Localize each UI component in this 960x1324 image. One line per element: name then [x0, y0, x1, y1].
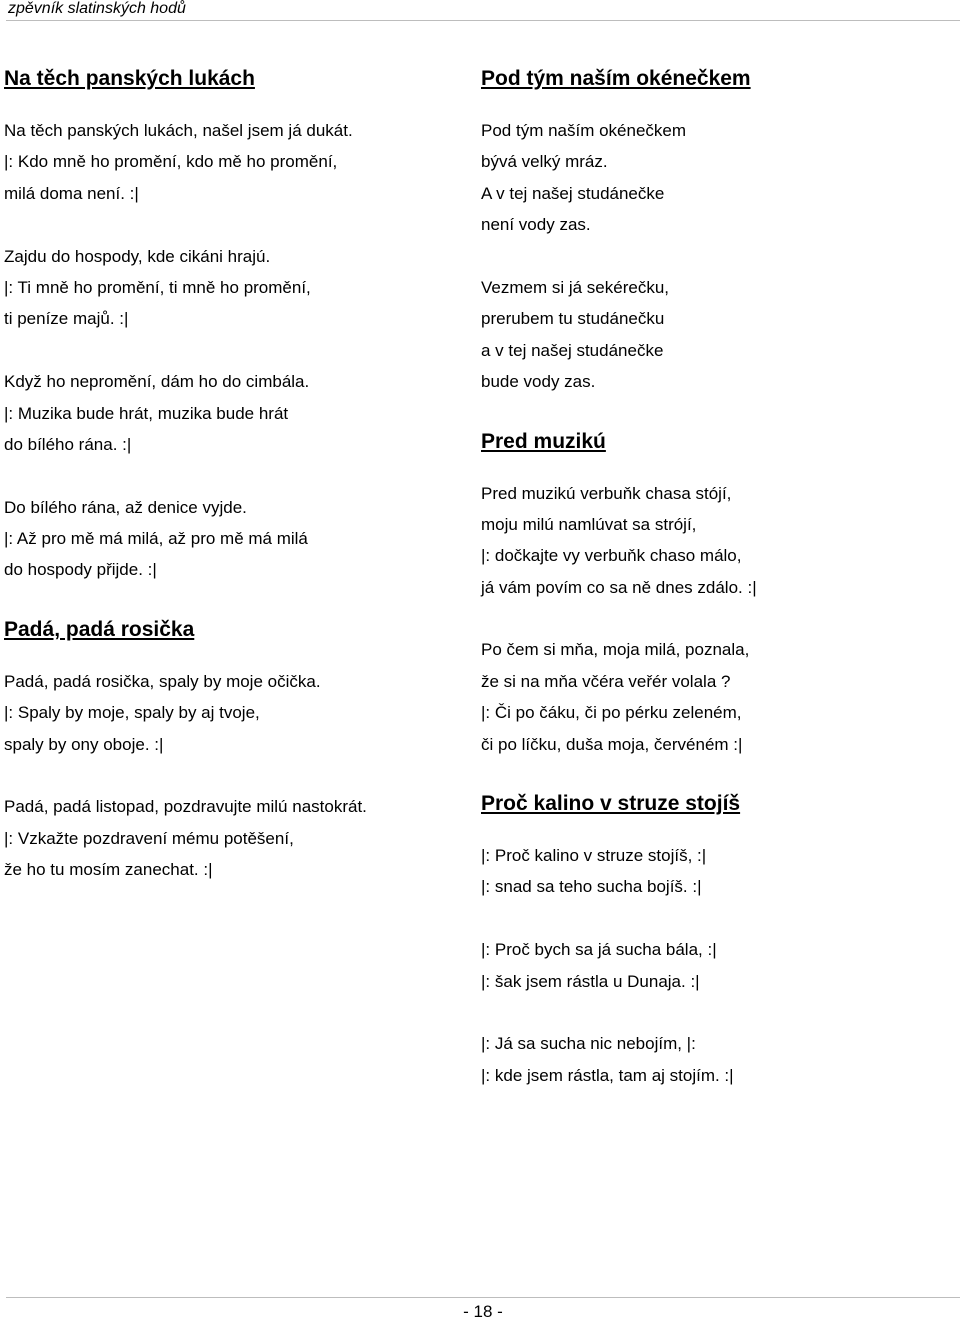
- lyric-line: |: snad sa teho sucha bojíš. :|: [481, 877, 702, 897]
- lyric-line: bývá velký mráz.: [481, 152, 608, 172]
- stanza: [481, 1028, 951, 1091]
- lyric-line: do hospody přijde. :|: [4, 560, 157, 580]
- lyric-line: Pred muzikú verbuňk chasa stójí,: [481, 483, 732, 503]
- lyric-line: spaly by ony oboje. :|: [4, 734, 164, 754]
- lyric-line: či po líčku, duša moja, červéném :|: [481, 734, 743, 754]
- lyric-line: Vezmem si já sekérečku,: [481, 277, 670, 297]
- lyric-line: Po čem si mňa, moja milá, poznala,: [481, 640, 750, 660]
- lyric-line: Pod tým naším okénečkem: [481, 121, 687, 140]
- stanza: [4, 666, 474, 760]
- page-header: [6, 0, 960, 21]
- stanza: [4, 791, 474, 885]
- lyric-line: |: Kdo mně ho promění, kdo mě ho promění,: [4, 152, 338, 172]
- lyric-line: |: Proč kalino v struze stojíš, :|: [481, 846, 707, 866]
- lyric-line: moju milú namlúvat sa strójí,: [481, 514, 697, 534]
- lyric-line: |: Proč bych sa já sucha bála, :|: [481, 940, 717, 960]
- lyric-line: |: dočkajte vy verbuňk chaso málo,: [481, 546, 742, 566]
- lyric-line: Na těch panských lukách, našel jsem já dukát.: [4, 121, 353, 140]
- stanza: [481, 115, 951, 241]
- stanza: [4, 115, 474, 209]
- stanza: [4, 366, 474, 460]
- lyric-line: |: Já sa sucha nic nebojím, |:: [481, 1034, 696, 1054]
- song-title-pada-pada-rosicka: Padá, padá rosička: [4, 617, 195, 641]
- lyric-line: |: kde jsem rástla, tam aj stojím. :|: [481, 1065, 734, 1085]
- lyric-line: že ho tu mosím zanechat. :|: [4, 860, 213, 880]
- song-title-na-tech-panskych-lukach: Na těch panských lukách: [4, 67, 255, 90]
- song-title-pred-muziku: Pred muzikú: [481, 429, 606, 453]
- lyric-line: |: Vzkažte pozdravení mému potěšení,: [4, 828, 294, 848]
- lyric-line: není vody zas.: [481, 215, 591, 235]
- lyric-line: a v tej našej studánečke: [481, 340, 664, 360]
- lyric-line: |: Až pro mě má milá, až pro mě má milá: [4, 529, 308, 549]
- lyric-line: ti peníze majů. :|: [4, 309, 129, 329]
- lyric-line: |: Spaly by moje, spaly by aj tvoje,: [4, 703, 260, 723]
- stanza: [481, 478, 951, 604]
- song-title-pod-tym-nasim-okenecskem: Pod tým naším okénečkem: [481, 67, 751, 90]
- page-footer: [6, 1297, 960, 1324]
- lyric-line: prerubem tu studánečku: [481, 309, 665, 329]
- lyric-line: |: Či po čáku, či po pérku zeleném,: [481, 703, 742, 723]
- lyric-line: |: šak jsem rástla u Dunaja. :|: [481, 971, 700, 991]
- lyric-line: že si na mňa včéra veřér volala ?: [481, 671, 731, 691]
- stanza: [481, 272, 951, 398]
- stanza: [481, 634, 951, 760]
- stanza: [481, 840, 951, 903]
- right-column: [481, 63, 951, 1091]
- page-number: - 18 -: [463, 1302, 503, 1321]
- left-column: [4, 63, 474, 886]
- lyric-line: bude vody zas.: [481, 372, 596, 392]
- lyric-line: Do bílého rána, až denice vyjde.: [4, 497, 247, 517]
- lyric-line: Zajdu do hospody, kde cikáni hrajú.: [4, 246, 271, 266]
- lyric-line: do bílého rána. :|: [4, 434, 132, 454]
- song-title-proc-kalino-v-struze-stojis: Proč kalino v struze stojíš: [481, 792, 741, 816]
- lyric-line: milá doma není. :|: [4, 183, 139, 203]
- stanza: [4, 492, 474, 586]
- lyric-line: já vám povím co sa ně dnes zdálo. :|: [481, 577, 757, 597]
- stanza: [4, 241, 474, 335]
- lyric-line: Padá, padá listopad, pozdravujte milú nastokrát.: [4, 797, 367, 817]
- lyric-line: Padá, padá rosička, spaly by moje očička.: [4, 671, 321, 691]
- lyric-line: Když ho nepromění, dám ho do cimbála.: [4, 372, 310, 392]
- lyric-line: |: Ti mně ho promění, ti mně ho promění,: [4, 277, 311, 297]
- lyric-line: A v tej našej studánečke: [481, 183, 665, 203]
- songbook-title: zpěvník slatinských hodů: [8, 0, 186, 17]
- lyric-line: |: Muzika bude hrát, muzika bude hrát: [4, 403, 289, 423]
- stanza: [481, 934, 951, 997]
